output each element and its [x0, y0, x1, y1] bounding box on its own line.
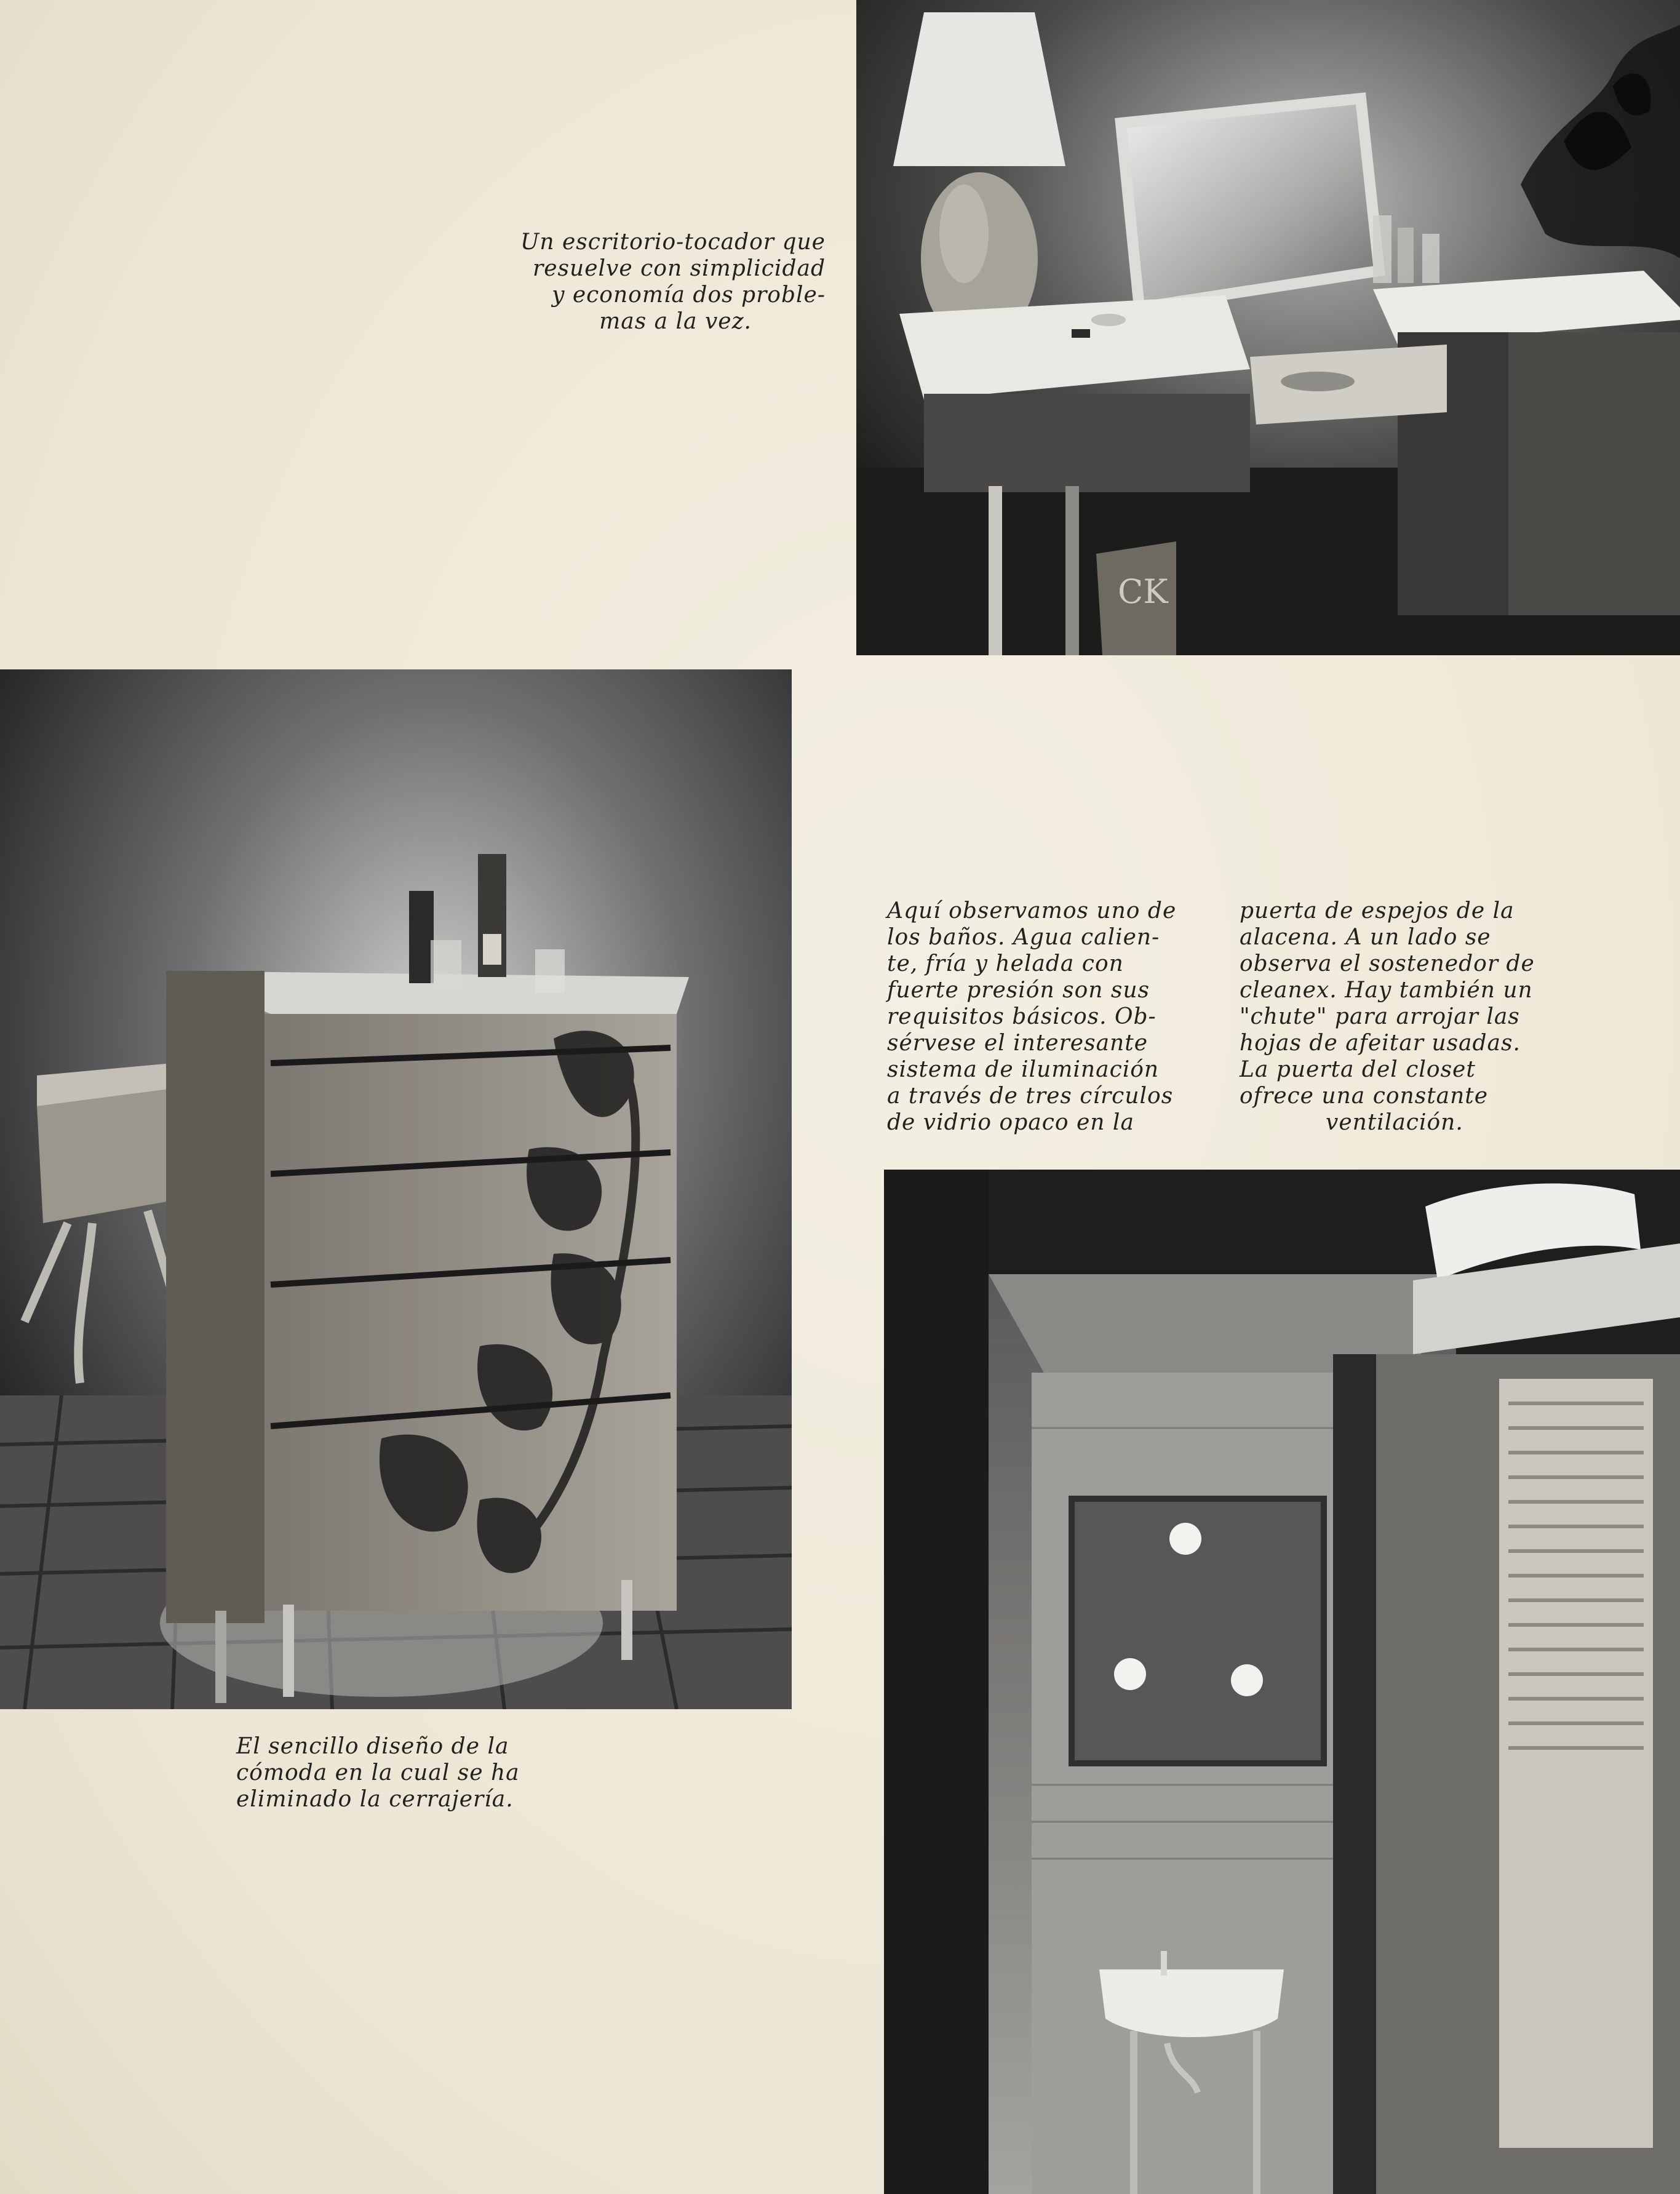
dresser-photo	[0, 669, 792, 1709]
svg-text:CK: CK	[1118, 572, 1168, 611]
caption-line: eliminado la cerrajería.	[236, 1787, 514, 1812]
caption-line: de vidrio opaco en la	[887, 1110, 1134, 1135]
caption-line: Un escritorio-tocador que	[520, 229, 826, 255]
caption-line: alacena. A un lado se	[1240, 925, 1491, 950]
caption-line: y economía dos proble-	[552, 282, 826, 308]
caption-line: cómoda en la cual se ha	[236, 1760, 520, 1785]
caption-line: ofrece una constante	[1240, 1083, 1489, 1109]
caption-line: El sencillo diseño de la	[236, 1734, 509, 1759]
caption-line: Aquí observamos uno de	[887, 898, 1177, 923]
caption-line: sistema de iluminación	[887, 1057, 1160, 1082]
caption-line: observa el sostenedor de	[1240, 951, 1535, 976]
dresser-caption	[236, 1733, 568, 1813]
vanity-desk-photo	[856, 0, 1680, 655]
bathroom-photo	[884, 1170, 1680, 2194]
caption-line: La puerta del closet	[1240, 1057, 1476, 1082]
caption-line: puerta de espejos de la	[1240, 898, 1515, 923]
caption-line: cleanex. Hay también un	[1240, 978, 1533, 1003]
caption-line: resuelve con simplicidad	[533, 256, 826, 281]
caption-line: fuerte presión son sus	[887, 978, 1150, 1003]
bathroom-caption-column-2	[1240, 898, 1572, 1136]
caption-line: a través de tres círculos	[887, 1083, 1174, 1109]
caption-line: los baños. Agua calien-	[887, 925, 1160, 950]
vanity-caption	[506, 229, 826, 335]
caption-line: te, fría y helada con	[887, 951, 1124, 976]
caption-line: ventilación.	[1326, 1110, 1463, 1135]
caption-line: hojas de afeitar usadas.	[1240, 1031, 1521, 1056]
bathroom-caption-column-1	[887, 898, 1213, 1136]
caption-line: mas a la vez.	[599, 309, 752, 334]
caption-line: requisitos básicos. Ob-	[887, 1004, 1156, 1029]
caption-line: sérvese el interesante	[887, 1031, 1148, 1056]
caption-line: "chute" para arrojar las	[1240, 1004, 1520, 1029]
